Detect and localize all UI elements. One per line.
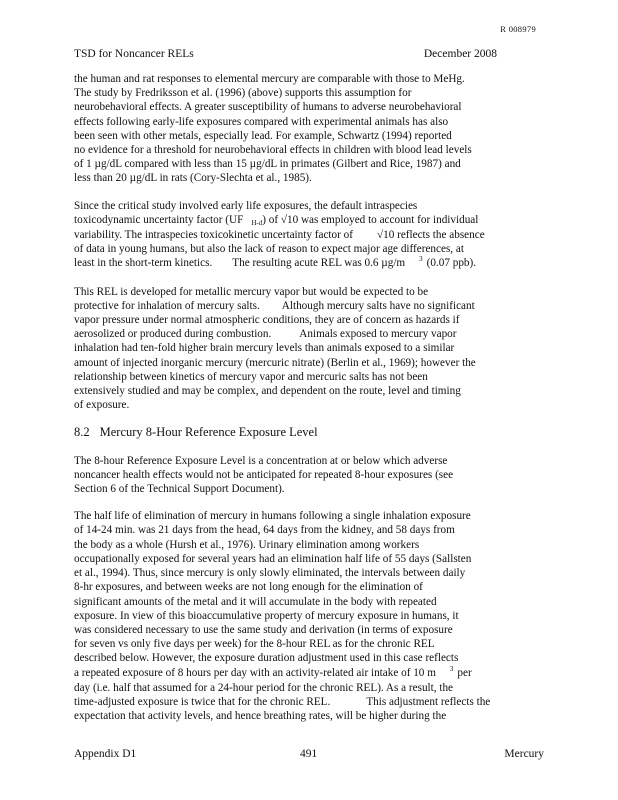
text-fragment: time-adjusted exposure is twice that for the chronic REL. — [74, 695, 331, 708]
text-fragment: variability. The intraspecies toxicokinetic uncertainty factor of — [74, 229, 353, 242]
superscript-text: 3 — [419, 255, 423, 264]
text-line: no evidence for a threshold for neurobehavioral effects in children with blood lead levels — [74, 144, 472, 157]
text-fragment: The resulting acute REL was 0.6 µg/m — [232, 257, 406, 270]
text-line: significant amounts of the metal and it will accumulate in the body with repeated — [74, 595, 437, 608]
text-line: relationship between kinetics of mercury vapor and mercuric salts has not been — [74, 370, 428, 383]
text-line: of exposure. — [74, 399, 130, 412]
text-fragment: Animals exposed to mercury vapor — [299, 328, 457, 341]
text-line: exposure. In view of this bioaccumulative property of mercury exposure in humans, it — [74, 609, 459, 622]
text-line: amount of injected inorganic mercury (mercuric nitrate) (Berlin et al., 1969); however the — [74, 356, 476, 369]
paragraph-8hr-rel-definition — [74, 454, 526, 497]
superscript-text: 3 — [449, 664, 454, 673]
text-line: of 1 µg/dL compared with less than 15 µg/dL in primates (Gilbert and Rice, 1987) and — [74, 158, 461, 171]
text-fragment: √10 reflects the absence — [376, 229, 485, 242]
section-heading — [74, 425, 526, 439]
text-line: Since the critical study involved early life exposures, the default intraspecies — [74, 199, 418, 212]
text-line: expectation that activity levels, and hence breathing rates, will be higher during the — [74, 710, 447, 723]
text-fragment: Although mercury salts have no significant — [281, 299, 475, 312]
text-line: This REL is developed for metallic mercury vapor but would be expected to be — [74, 285, 429, 298]
text-line — [74, 256, 526, 271]
text-line — [74, 213, 526, 228]
paragraph-mercury-salts — [74, 285, 526, 413]
text-line — [74, 695, 526, 709]
text-fragment: (0.07 ppb). — [426, 257, 477, 270]
text-fragment: least in the short-term kinetics. — [74, 257, 213, 270]
text-fragment: This adjustment reflects the — [366, 695, 491, 708]
text-line: less than 20 µg/dL in rats (Cory-Slechta et al., 1985). — [74, 172, 312, 185]
page-number: 491 — [300, 748, 318, 760]
paragraph-half-life — [74, 509, 526, 723]
header-title: TSD for Noncancer RELs — [74, 48, 194, 60]
text-line: noncancer health effects would not be anticipated for repeated 8-hour exposures (see — [74, 468, 454, 481]
text-line: of data in young humans, but also the lack of reason to expect major age differences, at — [74, 243, 464, 256]
text-line: day (i.e. half that assumed for a 24-hour period for the chronic REL). As a result, the — [74, 681, 454, 694]
text-line: vapor pressure under normal atmospheric conditions, they are of concern as hazards if — [74, 314, 460, 327]
text-fragment: a repeated exposure of 8 hours per day with an activity-related air intake of 10 m — [74, 666, 436, 679]
text-fragment: ) of √10 was employed to account for individual — [262, 213, 479, 226]
text-line: occupationally exposed for several years had an elimination half life of 55 days (Sallsten — [74, 552, 472, 565]
text-line: The study by Fredriksson et al. (1996) (above) supports this assumption for — [74, 87, 412, 100]
header-date: December 2008 — [423, 48, 497, 60]
text-line: effects following early-life exposures compared with experimental animals has also — [74, 115, 449, 128]
text-line — [74, 299, 526, 313]
text-line: the human and rat responses to elemental mercury are comparable with those to MeHg. — [74, 73, 465, 85]
text-line: was considered necessary to use the same study and derivation (in terms of exposure — [74, 623, 453, 636]
text-fragment: per — [457, 666, 472, 679]
text-line: inhalation had ten-fold higher brain mercury levels than animals exposed to a similar — [74, 342, 455, 355]
page-header — [74, 48, 497, 60]
document-body — [74, 72, 526, 736]
text-line — [74, 666, 526, 681]
text-line: the body as a whole (Hursh et al., 1976). Urinary elimination among workers — [74, 538, 420, 551]
text-line: for seven vs only five days per week) for the 8-hour REL as for the chronic REL — [74, 638, 435, 651]
subscript-text: H-d — [251, 218, 263, 227]
text-fragment: toxicodynamic uncertainty factor (UF — [74, 213, 244, 226]
text-line: The half life of elimination of mercury in humans following a single inhalation exposure — [74, 510, 471, 523]
text-line: described below. However, the exposure duration adjustment used in this case reflects — [74, 652, 459, 665]
section-title: Mercury 8-Hour Reference Exposure Level — [99, 425, 318, 440]
footer-appendix: Appendix D1 — [74, 748, 137, 760]
paragraph-uncertainty-factors — [74, 199, 526, 272]
paragraph-susceptibility — [74, 72, 526, 186]
bates-number: R 008979 — [500, 24, 536, 34]
text-line: The 8-hour Reference Exposure Level is a concentration at or below which adverse — [74, 454, 448, 467]
text-line: of 14-24 min. was 21 days from the head, 64 days from the kidney, and 58 days from — [74, 524, 455, 537]
text-fragment: aerosolized or produced during combustion. — [74, 328, 272, 341]
footer-chapter: Mercury — [504, 748, 544, 760]
text-line — [74, 228, 526, 242]
text-line: 8-hr exposures, and between weeks are not long enough for the elimination of — [74, 581, 423, 594]
text-line: been seen with other metals, especially lead. For example, Schwartz (1994) reported — [74, 129, 452, 142]
text-line: neurobehavioral effects. A greater susceptibility of humans to adverse neurobehavioral — [74, 101, 462, 114]
text-line — [74, 327, 526, 341]
section-number: 8.2 — [74, 425, 90, 440]
text-line: Section 6 of the Technical Support Document). — [74, 483, 285, 496]
text-line: extensively studied and may be complex, and dependent on the route, level and timing — [74, 385, 461, 398]
text-fragment: protective for inhalation of mercury salts. — [74, 299, 260, 312]
text-line: et al., 1994). Thus, since mercury is only slowly eliminated, the intervals between daily — [74, 567, 466, 580]
